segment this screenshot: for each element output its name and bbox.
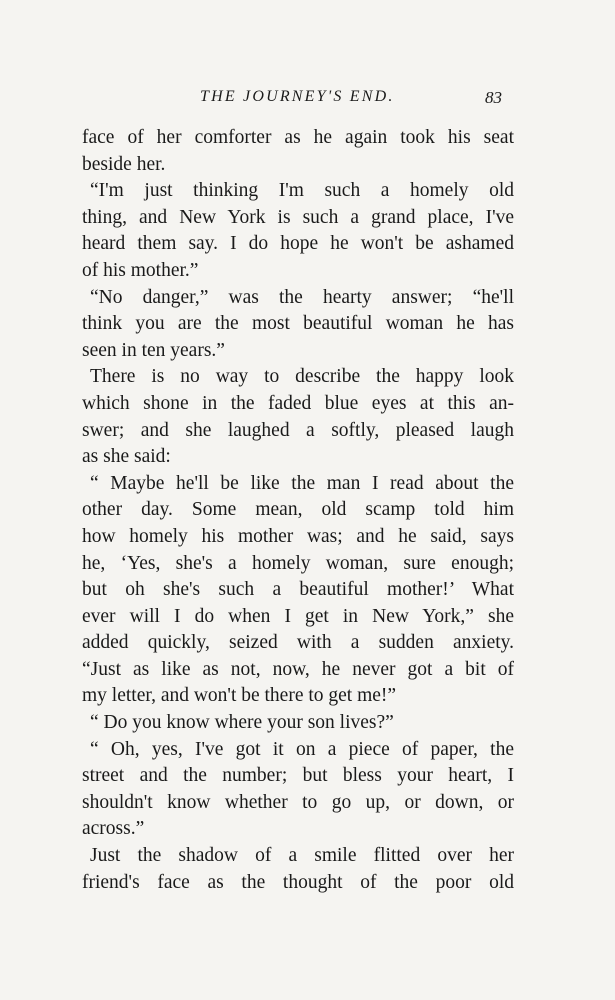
text-line: street and the number; but bless your heart, I <box>82 765 514 787</box>
page-number: 83 <box>485 88 502 107</box>
text-line: he, ‘Yes, she's a homely woman, sure enough; <box>82 552 514 574</box>
body-text <box>82 125 514 896</box>
text-line: beside her. <box>82 153 166 175</box>
text-line: Just the shadow of a smile flitted over her <box>90 845 514 867</box>
text-line: which shone in the faded blue eyes at this an- <box>82 392 514 414</box>
text-line: my letter, and won't be there to get me!” <box>82 685 397 707</box>
text-line: added quickly, seized with a sudden anxiety. <box>82 632 514 654</box>
running-title: THE JOURNEY'S END. <box>200 88 395 105</box>
text-line: ever will I do when I get in New York,” she <box>82 605 514 627</box>
text-line: swer; and she laughed a softly, pleased laugh <box>82 419 514 441</box>
text-line: “ Maybe he'll be like the man I read about the <box>90 472 514 494</box>
text-line: “Just as like as not, now, he never got a bit of <box>82 658 514 680</box>
running-head <box>0 88 615 112</box>
text-line: of his mother.” <box>82 259 199 281</box>
text-line: but oh she's such a beautiful mother!’ What <box>82 579 514 601</box>
text-line: “I'm just thinking I'm such a homely old <box>90 180 514 202</box>
text-line: other day. Some mean, old scamp told him <box>82 499 514 521</box>
text-line: how homely his mother was; and he said, says <box>82 525 514 547</box>
text-line: shouldn't know whether to go up, or down, or <box>82 791 514 813</box>
text-line: There is no way to describe the happy look <box>90 366 514 388</box>
text-line: thing, and New York is such a grand place, I've <box>82 206 514 228</box>
text-line: friend's face as the thought of the poor old <box>82 871 514 893</box>
text-line: “No danger,” was the hearty answer; “he'll <box>90 286 514 308</box>
text-line: as she said: <box>82 446 171 468</box>
text-line: heard them say. I do hope he won't be ashamed <box>82 233 514 255</box>
text-line: across.” <box>82 818 145 840</box>
text-line: seen in ten years.” <box>82 339 225 361</box>
text-line: “ Do you know where your son lives?” <box>90 712 394 734</box>
text-line: think you are the most beautiful woman he has <box>82 313 514 335</box>
text-line: “ Oh, yes, I've got it on a piece of paper, the <box>90 738 514 760</box>
text-line: face of her comforter as he again took his seat <box>82 127 514 148</box>
